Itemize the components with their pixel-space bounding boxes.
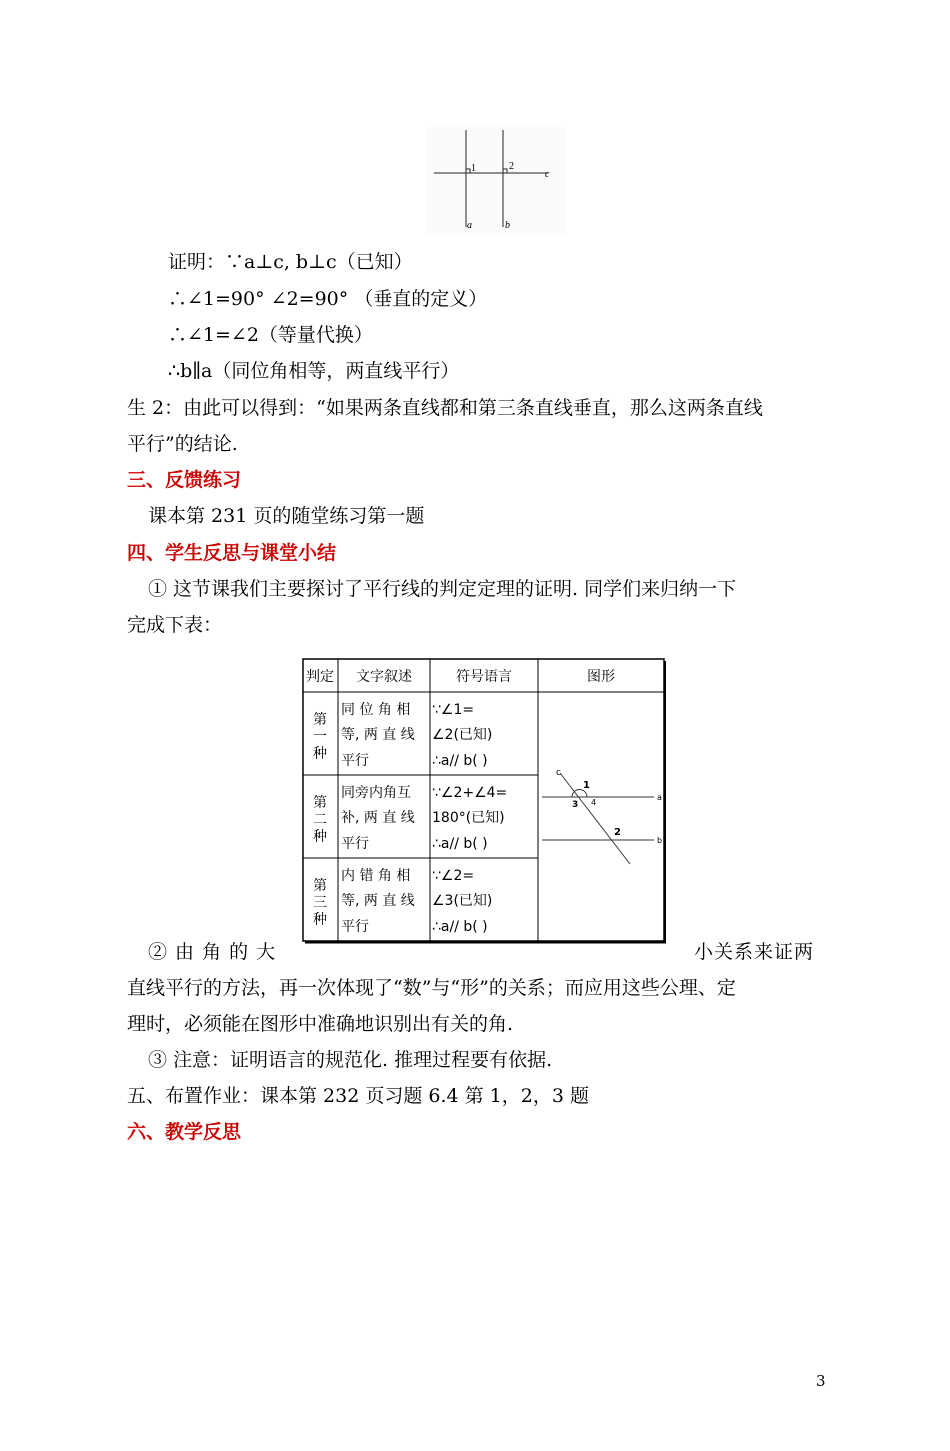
row1-kind-2: 一	[313, 729, 327, 745]
header-text: 文字叙述	[356, 669, 412, 685]
table-row-2	[313, 784, 507, 852]
section-4-heading: 四、学生反思与课堂小结	[127, 542, 337, 564]
proof-line-2: ∴∠1=90° ∠2=90° （垂直的定义）	[168, 288, 488, 310]
section-4-item1-line2: 完成下表：	[127, 614, 223, 636]
item2-right: 小关系来证两	[694, 941, 815, 963]
item2-line-3: 理时，必须能在图形中准确地识别出有关的角.	[127, 1013, 514, 1035]
item3: ③ 注意：证明语言的规范化. 推理过程要有依据.	[148, 1049, 553, 1071]
fig-label-a: a	[657, 793, 662, 802]
row3-text-3: 平行	[341, 919, 369, 935]
line-c-label: c	[545, 169, 550, 180]
row3-kind-2: 三	[313, 895, 327, 911]
fig-label-b: b	[657, 836, 663, 845]
table-row-1	[313, 701, 492, 769]
row2-symbol-3: ∴a// b( )	[432, 836, 488, 852]
proof-line-3: ∴∠1=∠2（等量代换）	[168, 324, 373, 346]
row2-symbol-1: ∵∠2+∠4=	[432, 785, 508, 801]
perpendicular-lines-figure	[426, 127, 566, 235]
header-figure: 图形	[587, 669, 615, 685]
row1-kind-1: 第	[313, 712, 327, 728]
item2-left: ② 由 角 的 大	[148, 941, 277, 963]
row3-symbol-1: ∵∠2=	[432, 868, 475, 884]
parallel-criteria-table	[302, 658, 666, 944]
angle-2-label: 2	[509, 161, 514, 172]
row2-text-2: 补, 两 直 线	[341, 810, 415, 826]
row3-symbol-2: ∠3(已知)	[432, 893, 493, 909]
right-angle-mark-2	[503, 169, 507, 173]
fig-label-1: 1	[583, 780, 590, 791]
row2-kind-2: 二	[313, 812, 327, 828]
fig-label-3: 3	[572, 800, 579, 810]
line-b-label: b	[505, 220, 510, 231]
row2-text-3: 平行	[341, 836, 369, 852]
row3-text-1: 内 错 角 相	[341, 868, 411, 884]
proof-line-4: ∴b∥a（同位角相等，两直线平行）	[168, 360, 460, 382]
right-angle-mark-1	[466, 169, 470, 173]
row1-kind-3: 种	[313, 746, 327, 762]
row2-kind-3: 种	[313, 829, 327, 845]
fig-label-2: 2	[614, 827, 621, 838]
row1-text-2: 等, 两 直 线	[341, 727, 415, 743]
row2-text-1: 同旁内角互	[341, 785, 411, 801]
row3-kind-1: 第	[313, 878, 327, 894]
section-3-text: 课本第 231 页的随堂练习第一题	[148, 505, 425, 527]
fig-label-4: 4	[591, 798, 597, 807]
student2-line-1: 生 2：由此可以得到：“如果两条直线都和第三条直线垂直，那么这两条直线	[127, 397, 763, 419]
transversal-figure	[542, 768, 662, 864]
section-4-item1-line1: ① 这节课我们主要探讨了平行线的判定定理的证明. 同学们来归纳一下	[148, 578, 737, 600]
page-number: 3	[816, 1372, 826, 1390]
section-6-heading: 六、教学反思	[127, 1121, 242, 1143]
section-3-heading: 三、反馈练习	[127, 469, 242, 491]
row1-symbol-1: ∵∠1=	[432, 702, 475, 718]
proof-line-1: 证明：∵a⊥c, b⊥c（已知）	[168, 251, 413, 273]
row3-symbol-3: ∴a// b( )	[432, 919, 488, 935]
item2-line-2: 直线平行的方法，再一次体现了“数”与“形”的关系；而应用这些公理、定	[127, 977, 736, 999]
row1-symbol-3: ∴a// b( )	[432, 753, 488, 769]
angle-1-label: 1	[471, 163, 476, 174]
table-row-3	[313, 867, 492, 935]
fig-label-c: c	[556, 768, 561, 778]
row1-text-3: 平行	[341, 753, 369, 769]
header-kind: 判定	[306, 669, 334, 685]
header-symbol: 符号语言	[456, 669, 512, 685]
row1-symbol-2: ∠2(已知)	[432, 727, 493, 743]
row2-symbol-2: 180°(已知)	[432, 810, 505, 826]
row3-kind-3: 种	[313, 912, 327, 928]
row3-text-2: 等, 两 直 线	[341, 893, 415, 909]
transversal-c	[560, 773, 630, 864]
line-a-label: a	[467, 220, 472, 231]
row1-text-1: 同 位 角 相	[341, 702, 411, 718]
section-5: 五、布置作业：课本第 232 页习题 6.4 第 1，2，3 题	[127, 1085, 589, 1107]
row2-kind-1: 第	[313, 795, 327, 811]
student2-line-2: 平行”的结论.	[127, 433, 238, 455]
